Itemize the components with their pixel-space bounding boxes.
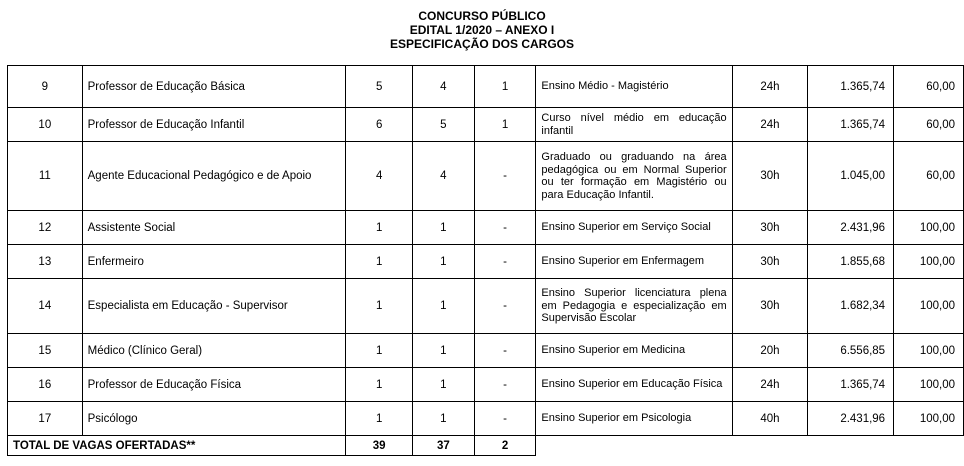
cell-pcd: -: [474, 142, 536, 211]
table-row: [8, 142, 964, 211]
cell-number: 14: [8, 279, 83, 334]
cell-requisito: Ensino Superior em Serviço Social: [536, 211, 732, 245]
cell-requisito: Ensino Superior em Educação Física: [536, 368, 732, 402]
cell-carga-horaria: 20h: [732, 334, 808, 368]
cell-cargo: Professor de Educação Física: [82, 368, 346, 402]
cell-vencimento: 1.045,00: [808, 142, 894, 211]
cell-pcd: -: [474, 211, 536, 245]
cell-pcd: 1: [474, 66, 536, 108]
cell-number: 12: [8, 211, 83, 245]
cell-cargo: Especialista em Educação - Supervisor: [82, 279, 346, 334]
table-row: [8, 66, 964, 108]
total-label: TOTAL DE VAGAS OFERTADAS**: [8, 436, 346, 456]
cell-taxa: 100,00: [894, 368, 964, 402]
total-row: [8, 436, 964, 456]
cell-pcd: -: [474, 402, 536, 436]
total-ampla-sum: 37: [412, 436, 474, 456]
cell-pcd: -: [474, 368, 536, 402]
cell-vencimento: 2.431,96: [808, 402, 894, 436]
cell-cargo: Psicólogo: [82, 402, 346, 436]
cell-cargo: Agente Educacional Pedagógico e de Apoio: [82, 142, 346, 211]
cell-carga-horaria: 30h: [732, 245, 808, 279]
cell-total-vagas: 1: [346, 368, 413, 402]
table-row: [8, 334, 964, 368]
cell-taxa: 60,00: [894, 108, 964, 142]
cell-number: 17: [8, 402, 83, 436]
cell-pcd: -: [474, 245, 536, 279]
cell-cargo: Professor de Educação Infantil: [82, 108, 346, 142]
cell-number: 13: [8, 245, 83, 279]
cell-ampla-concorrencia: 4: [412, 142, 474, 211]
table-row: [8, 279, 964, 334]
cell-requisito: Ensino Superior em Psicologia: [536, 402, 732, 436]
cargos-table: [7, 65, 964, 456]
cell-requisito: Ensino Médio - Magistério: [536, 66, 732, 108]
table-body: [8, 66, 964, 456]
blank-cell: [536, 436, 964, 456]
cell-taxa: 60,00: [894, 142, 964, 211]
cell-total-vagas: 1: [346, 402, 413, 436]
cell-carga-horaria: 24h: [732, 368, 808, 402]
cell-taxa: 60,00: [894, 66, 964, 108]
cell-requisito: Ensino Superior em Enfermagem: [536, 245, 732, 279]
cell-cargo: Médico (Clínico Geral): [82, 334, 346, 368]
cell-vencimento: 1.365,74: [808, 66, 894, 108]
cell-ampla-concorrencia: 5: [412, 108, 474, 142]
cell-total-vagas: 1: [346, 211, 413, 245]
cell-ampla-concorrencia: 4: [412, 66, 474, 108]
cell-cargo: Professor de Educação Básica: [82, 66, 346, 108]
cell-total-vagas: 1: [346, 334, 413, 368]
total-pcd-sum: 2: [474, 436, 536, 456]
cell-vencimento: 1.682,34: [808, 279, 894, 334]
cell-vencimento: 1.855,68: [808, 245, 894, 279]
cell-total-vagas: 4: [346, 142, 413, 211]
cell-carga-horaria: 40h: [732, 402, 808, 436]
cell-vencimento: 1.365,74: [808, 108, 894, 142]
table-row: [8, 402, 964, 436]
cell-total-vagas: 1: [346, 279, 413, 334]
cell-taxa: 100,00: [894, 245, 964, 279]
cell-ampla-concorrencia: 1: [412, 245, 474, 279]
document-header: [0, 9, 964, 51]
cell-taxa: 100,00: [894, 402, 964, 436]
cell-carga-horaria: 30h: [732, 279, 808, 334]
cell-carga-horaria: 24h: [732, 108, 808, 142]
cell-taxa: 100,00: [894, 211, 964, 245]
table-row: [8, 108, 964, 142]
cell-pcd: -: [474, 279, 536, 334]
header-subtitle: ESPECIFICAÇÃO DOS CARGOS: [389, 37, 575, 51]
cell-total-vagas: 1: [346, 245, 413, 279]
cell-taxa: 100,00: [894, 334, 964, 368]
cell-vencimento: 6.556,85: [808, 334, 894, 368]
cell-number: 15: [8, 334, 83, 368]
header-title: CONCURSO PÚBLICO: [418, 9, 546, 23]
cell-ampla-concorrencia: 1: [412, 211, 474, 245]
table-row: [8, 211, 964, 245]
table-row: [8, 368, 964, 402]
cell-total-vagas: 6: [346, 108, 413, 142]
table-row: [8, 245, 964, 279]
cell-number: 16: [8, 368, 83, 402]
cell-requisito: Graduado ou graduando na área pedagógica ou em Normal Superior ou ter formação em Magistério ou para Educação Infantil.: [536, 142, 732, 211]
cell-ampla-concorrencia: 1: [412, 368, 474, 402]
cell-requisito: Ensino Superior em Medicina: [536, 334, 732, 368]
cell-number: 11: [8, 142, 83, 211]
cell-ampla-concorrencia: 1: [412, 279, 474, 334]
cell-number: 9: [8, 66, 83, 108]
cell-ampla-concorrencia: 1: [412, 402, 474, 436]
cell-cargo: Assistente Social: [82, 211, 346, 245]
cell-pcd: 1: [474, 108, 536, 142]
cell-vencimento: 2.431,96: [808, 211, 894, 245]
header-edital: EDITAL 1/2020 – ANEXO I: [409, 23, 555, 37]
cell-carga-horaria: 30h: [732, 142, 808, 211]
cell-vencimento: 1.365,74: [808, 368, 894, 402]
cell-cargo: Enfermeiro: [82, 245, 346, 279]
cell-number: 10: [8, 108, 83, 142]
cell-carga-horaria: 24h: [732, 66, 808, 108]
cell-taxa: 100,00: [894, 279, 964, 334]
cell-total-vagas: 5: [346, 66, 413, 108]
cell-requisito: Curso nível médio em educação infantil: [536, 108, 732, 142]
cell-ampla-concorrencia: 1: [412, 334, 474, 368]
cell-requisito: Ensino Superior licenciatura plena em Pedagogia e especialização em Supervisão Escolar: [536, 279, 732, 334]
total-vagas-sum: 39: [346, 436, 413, 456]
cell-carga-horaria: 30h: [732, 211, 808, 245]
cell-pcd: -: [474, 334, 536, 368]
